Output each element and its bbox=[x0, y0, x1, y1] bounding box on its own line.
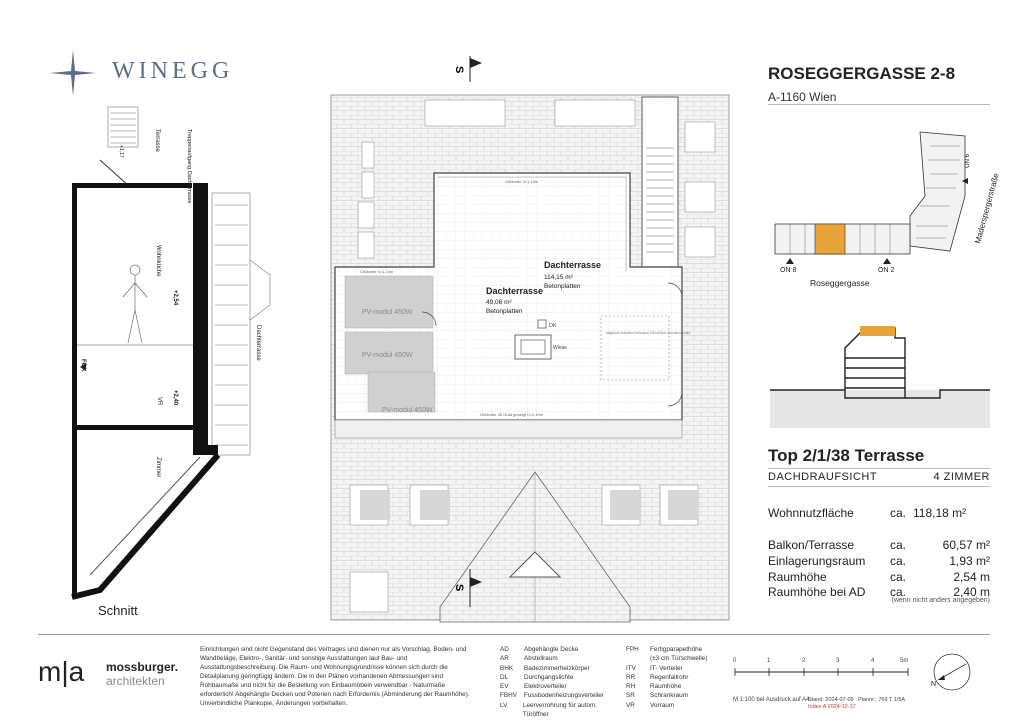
scale-tick: 5m bbox=[900, 658, 909, 664]
brand-star-icon bbox=[50, 50, 96, 96]
legend-row: AR Abstellraum bbox=[500, 655, 558, 663]
site-plan bbox=[770, 126, 1001, 291]
unit-view: DACHDRAUFSICHT bbox=[768, 471, 878, 483]
pv-module-label: PV-modul 450W bbox=[362, 309, 413, 316]
area-label: Einlagerungsraum bbox=[768, 554, 866, 568]
area-value: 2,40 m bbox=[953, 585, 990, 599]
disclaimer-text: Einrichtungen sind nicht Gegenstand des Vertrages und dienen nur als Vorschlag. Boden- und Wandbeläge, Elektro-, Sanitär- und sonstige Ausstattungen laut Bau- und Ausstattungsbeschreibung. Die Raum- und Wohnungsgrundrisse können sich durch die Detailplanung geringfügig ändern. Die in den Plänen vorhandenen Abmessungen sind Rohbaumaße und nicht für die Bestellung von Einbaumöbeln verwendbar - Naturmaße erforderlich! Abgehängte Decken und Poterien nach Erfordernis (Abminderung der Raumhöhe). Unverbindliche Plankopie, Änderungen vorbehalten. bbox=[200, 646, 470, 707]
area-row-raumhoehe bbox=[768, 570, 990, 586]
pv-module-label: PV-modul 450W bbox=[362, 352, 413, 359]
roof-plan bbox=[330, 52, 730, 622]
section-label-fok: FOK bbox=[80, 359, 86, 372]
area-row-balkon bbox=[768, 538, 990, 554]
legend-row: DL Durchgangslichte bbox=[500, 673, 574, 681]
legend-row: EV Elektroverteiler bbox=[500, 683, 567, 691]
legend-left bbox=[500, 645, 620, 719]
area-ca: ca. bbox=[890, 570, 907, 584]
terrace-2-name: Dachterrasse bbox=[486, 286, 544, 296]
unit-title: Top 2/1/38 Terrasse bbox=[768, 446, 925, 465]
section-label-vr: VR bbox=[156, 397, 162, 406]
plan-index: Index A 2024-12-17 bbox=[808, 704, 856, 710]
architect-name: mossburger. bbox=[106, 660, 179, 674]
railing-note-bottom: Geländer 45 Grad geneigt h=1,10m bbox=[480, 412, 544, 417]
legend-row: FBHV Fussbodenheizungsverteiler bbox=[500, 692, 604, 700]
area-label: Balkon/Terrasse bbox=[768, 538, 855, 552]
section-label-dachterrasse: Dachterrasse bbox=[255, 325, 261, 361]
section-label-zimmer: Zimmer bbox=[155, 457, 161, 478]
legend-row: SR Schrankraum bbox=[626, 692, 689, 700]
wiese-label: Wiese bbox=[553, 345, 567, 351]
scale-tick: 1 bbox=[767, 658, 771, 664]
unit-rule bbox=[768, 468, 990, 469]
legend-row: RR Regenfallrohr bbox=[626, 673, 689, 681]
scale-tick: 4 bbox=[871, 658, 875, 664]
railing-note-top: Geländer h=1,10m bbox=[505, 179, 539, 184]
scale-tick: 0 bbox=[733, 658, 737, 664]
section-label-terrasse: Terrasse bbox=[154, 129, 160, 153]
area-row-wohnnutzflaeche bbox=[768, 506, 990, 522]
unit-subrule bbox=[768, 486, 990, 487]
scale-note: M 1:100 bei Ausdruck auf A4 bbox=[733, 697, 810, 703]
area-label: Wohnnutzfläche bbox=[768, 506, 854, 520]
unit-rooms: 4 ZIMMER bbox=[933, 471, 990, 483]
section-label-wohnkueche: Wohnküche bbox=[155, 245, 161, 277]
site-on2-label: ON 2 bbox=[878, 267, 895, 274]
legend-row: FPH Fertigparapethöhe bbox=[626, 646, 703, 653]
legend-row: ITV IT- Verteiler bbox=[626, 664, 683, 672]
area-ca: ca. bbox=[890, 585, 907, 599]
area-row-einlagerung bbox=[768, 554, 990, 570]
terrace-2-material: Betonplatten bbox=[486, 308, 523, 315]
section-label-height-3: +1,17 bbox=[118, 145, 124, 158]
legend-row: RH Raumhöhe bbox=[626, 683, 682, 691]
area-value: 1,93 m² bbox=[949, 554, 990, 568]
terrace-2-area: 49,06 m² bbox=[486, 299, 512, 306]
section-label-height-1: +2,54 bbox=[172, 290, 178, 306]
scale-tick: 2 bbox=[802, 658, 806, 664]
brand-wordmark: WINEGG bbox=[112, 58, 234, 84]
scale-tick: 3 bbox=[836, 658, 840, 664]
area-value: 60,57 m² bbox=[942, 538, 990, 552]
area-label: Raumhöhe bbox=[768, 570, 827, 584]
terrace-1-name: Dachterrasse bbox=[544, 260, 602, 270]
terrace-1-area: 114,15 m² bbox=[544, 274, 573, 281]
project-city: A-1160 Wien bbox=[768, 90, 837, 104]
section-drawing bbox=[60, 105, 285, 600]
dk-label: DK bbox=[549, 323, 557, 329]
compass-icon bbox=[930, 650, 974, 694]
area-label: Raumhöhe bei AD bbox=[768, 585, 866, 599]
legend-row: AD Abgehängte Decke bbox=[500, 646, 579, 653]
project-address: ROSEGGERGASSE 2-8 bbox=[768, 64, 956, 83]
area-note: (wenn nicht anders angegeben) bbox=[891, 597, 990, 604]
architect-sub: architekten bbox=[106, 674, 165, 688]
legend-row: (±3 cm Türschwelle) bbox=[650, 655, 708, 663]
footer-rule bbox=[38, 634, 990, 635]
legend-row: LV Leerverrohrung für autom. Türöffner bbox=[500, 701, 598, 719]
scale-bar bbox=[730, 650, 915, 690]
terrace-1-material: Betonplatten bbox=[544, 283, 581, 290]
legend-row: VR Vorraum bbox=[626, 701, 675, 709]
plan-stand: Stand: 2024-07-09 bbox=[808, 697, 854, 703]
architect-logo: m|a bbox=[38, 656, 85, 687]
pv-module-label: PV-modul 450W bbox=[382, 407, 433, 414]
site-on6-label: ON 6 bbox=[965, 153, 971, 168]
north-label-bottom: S bbox=[453, 584, 465, 592]
compass-label: N bbox=[931, 681, 937, 688]
site-street-bottom: Roseggergasse bbox=[810, 278, 870, 288]
section-label-height-2: +2,40 bbox=[172, 390, 178, 406]
site-street-right: Maderspergerstraße bbox=[973, 172, 1001, 245]
area-ca: ca. bbox=[890, 554, 907, 568]
area-ca: ca. bbox=[890, 538, 907, 552]
legend-right bbox=[626, 645, 726, 710]
north-arrow-top bbox=[453, 56, 482, 82]
whirlpool-note: möglicher Aufstellort Whirlpool 200x200cm (Sonderwunsch) bbox=[606, 331, 691, 335]
area-value: 118,18 m² bbox=[913, 506, 967, 520]
site-on8-label: ON 8 bbox=[780, 267, 797, 274]
north-label-top: S bbox=[453, 66, 465, 74]
legend-row: BHK Badezimmerheizkörper bbox=[500, 664, 590, 672]
plan-meta bbox=[808, 697, 905, 711]
address-rule bbox=[768, 104, 990, 105]
area-ca: ca. bbox=[890, 506, 907, 520]
section-label-stair: Treppenaufgang Dachterrasse bbox=[186, 129, 192, 204]
area-value: 2,54 m bbox=[953, 570, 990, 584]
section-caption: Schnitt bbox=[98, 603, 138, 618]
plan-number: Plannr.: 769 T 1/5A bbox=[858, 697, 906, 703]
railing-note-left: Geländer h=1,10m bbox=[360, 269, 394, 274]
building-elevation bbox=[770, 318, 990, 428]
